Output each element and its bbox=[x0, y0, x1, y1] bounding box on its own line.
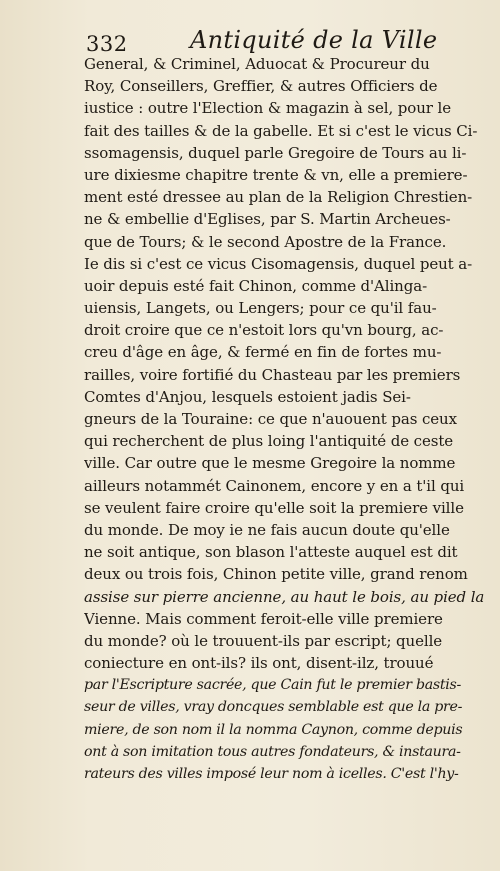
text-line: iustice : outre l'Election & magazin à sel, pour le bbox=[84, 99, 452, 118]
text-line: que de Tours; & le second Apostre de la France. bbox=[84, 232, 447, 251]
text-line: qui recherchent de plus loing l'antiquité de ceste bbox=[84, 432, 454, 451]
text-line: gneurs de la Touraine: ce que n'auouent pas ceux bbox=[84, 410, 457, 428]
text-line: du monde? où le trouuent-ils par escript; quelle bbox=[84, 631, 443, 650]
page-header bbox=[86, 20, 486, 56]
body-text bbox=[84, 53, 494, 785]
text-line: ment esté dressee au plan de la Religion Chrestien- bbox=[84, 188, 473, 207]
running-title: Antiquité de la Ville bbox=[190, 26, 438, 54]
text-line-italic: assise sur pierre ancienne, au haut le bois, au pied la bbox=[84, 587, 485, 606]
text-line: Ie dis si c'est ce vicus Cisomagensis, duquel peut a- bbox=[84, 254, 473, 273]
text-line-italic: seur de villes, vray doncques semblable est que la pre- bbox=[84, 699, 463, 716]
text-line: deux ou trois fois, Chinon petite ville, grand renom bbox=[84, 565, 468, 584]
text-line: droit croire que ce n'estoit lors qu'vn bourg, ac- bbox=[84, 321, 444, 340]
text-line: Roy, Conseillers, Greffier, & autres Officiers de bbox=[84, 77, 438, 96]
text-line: railles, voire fortifié du Chasteau par les premiers bbox=[84, 365, 461, 384]
text-line: Comtes d'Anjou, lesquels estoient jadis Sei- bbox=[84, 387, 411, 406]
text-line-italic: ont à son imitation tous autres fondateurs, & instaura- bbox=[84, 743, 461, 760]
text-line: General, & Criminel, Aduocat & Procureur du bbox=[84, 55, 430, 73]
text-line: ne soit antique, son blason l'atteste auquel est dit bbox=[84, 543, 458, 562]
text-line: ure dixiesme chapitre trente & vn, elle a premiere- bbox=[84, 165, 468, 184]
text-line: creu d'âge en âge, & fermé en fin de fortes mu- bbox=[84, 343, 442, 362]
text-line: ville. Car outre que le mesme Gregoire la nomme bbox=[84, 454, 456, 473]
text-line-italic: miere, de son nom il la nomma Caynon, comme depuis bbox=[84, 721, 463, 738]
page-number: 332 bbox=[86, 32, 128, 56]
text-line-italic: par l'Escripture sacrée, que Cain fut le premier bastis- bbox=[84, 677, 462, 694]
text-line: se veulent faire croire qu'elle soit la premiere ville bbox=[84, 498, 464, 517]
text-line: uiensis, Langets, ou Lengers; pour ce qu'il fau- bbox=[84, 299, 437, 318]
text-line: fait des tailles & de la gabelle. Et si c'est le vicus Ci- bbox=[84, 121, 478, 140]
text-line: ailleurs notammét Cainonem, encore y en a t'il qui bbox=[84, 476, 465, 495]
text-line: ssomagensis, duquel parle Gregoire de Tours au li- bbox=[84, 143, 467, 162]
text-line: ne & embellie d'Eglises, par S. Martin Archeues- bbox=[84, 210, 451, 229]
text-line: uoir depuis esté fait Chinon, comme d'Alinga- bbox=[84, 276, 428, 295]
text-line: du monde. De moy ie ne fais aucun doute qu'elle bbox=[84, 520, 450, 539]
text-line: Vienne. Mais comment feroit-elle ville premiere bbox=[84, 609, 443, 628]
text-line: coniecture en ont-ils? ils ont, disent-ilz, trouué bbox=[84, 654, 434, 673]
text-line-italic: rateurs des villes imposé leur nom à icelles. C'est l'hy- bbox=[84, 766, 459, 782]
